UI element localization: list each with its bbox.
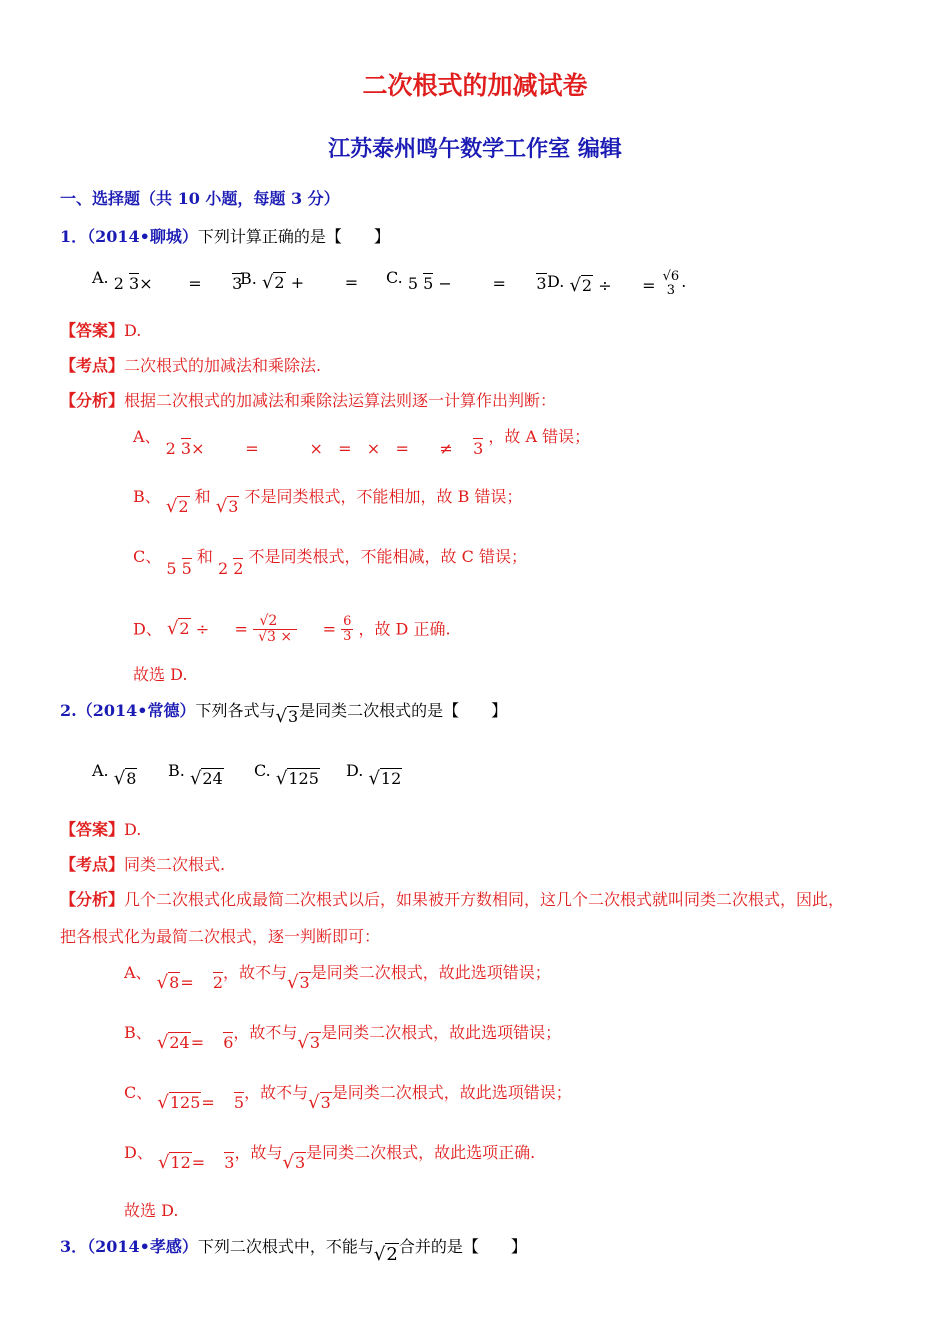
page-title: 二次根式的加减试卷 [362, 71, 588, 100]
question-text: 下列计算正确的是【 】 [197, 227, 390, 246]
question-2: 2.（2014•常德）下列各式与√3是同类二次根式的是【 】 [60, 701, 508, 727]
q1-analysis: 【分析】根据二次根式的加减法和乘除法运算法则逐一计算作出判断： [60, 391, 557, 410]
q2-option-a: A. √8 [92, 761, 137, 789]
question-number: 3． [60, 1237, 88, 1256]
question-number: 2. [60, 701, 77, 720]
q1-option-c: C. 5 5 − = 3 [386, 268, 547, 293]
q2-option-d: D. √12 [346, 761, 402, 789]
q1-option-a: A. 2 3× = 3 [92, 268, 243, 293]
question-3: 3．（2014•孝感）下列二次根式中，不能与√2合并的是【 】 [60, 1237, 527, 1265]
question-number: 1． [60, 227, 88, 246]
question-1 [60, 224, 390, 247]
page-subtitle: 江苏泰州鸣午数学工作室 编辑 [328, 136, 622, 162]
q1-sub-d: D、 √2 ÷ = $\frac{√2}{√3 \times}$ = $\frac{6}{3}$ ，故 D 正确. [133, 613, 451, 646]
q2-answer: 【答案】D. [60, 820, 142, 839]
q2-point: 【考点】同类二次根式. [60, 855, 226, 874]
question-source: （2014•聊城） [87, 227, 198, 246]
q1-point: 【考点】二次根式的加减法和乘除法. [60, 356, 322, 375]
q1-conclusion: 故选 D. [133, 665, 188, 684]
q2-analysis-cont: 把各根式化为最简二次根式，逐一判断即可： [60, 927, 381, 946]
q1-sub-c: C、 5 5 和 2 2 不是同类根式，不能相减，故 C 错误； [133, 547, 527, 578]
question-source: （2014•孝感） [87, 1237, 198, 1256]
q1-option-d: D. √2 ÷ = √6 3 . [547, 269, 687, 299]
q2-option-c: C. √125 [254, 761, 319, 789]
q2-analysis: 【分析】几个二次根式化成最简二次根式以后，如果被开方数相同，这几个二次根式就叫同类二次根式，因此， [60, 890, 845, 909]
q2-sub-c: C、 √125= 5，故不与√3是同类二次根式，故此选项错误； [124, 1083, 572, 1113]
q1-answer: 【答案】D. [60, 321, 142, 340]
q2-option-b: B. √24 [168, 761, 223, 789]
q1-sub-a: A、 2 3× = × = × = ≠ 3 ，故 A 错误； [133, 427, 591, 458]
q1-sub-b: B、 √2 和 √3 不是同类根式，不能相加，故 B 错误； [133, 487, 523, 517]
question-source: （2014•常德） [76, 701, 196, 720]
q2-sub-a: A、 √8= 2，故不与√3是同类二次根式，故此选项错误； [124, 963, 551, 993]
q2-sub-d: D、 √12= 3，故与√3是同类二次根式，故此选项正确. [124, 1143, 536, 1173]
section-heading: 一、选择题（共 10 小题，每题 3 分） [60, 189, 340, 208]
q1-option-b: B. √2 + = [240, 269, 359, 293]
q2-conclusion: 故选 D. [124, 1201, 179, 1220]
q2-sub-b: B、 √24= 6，故不与√3是同类二次根式，故此选项错误； [124, 1023, 562, 1053]
